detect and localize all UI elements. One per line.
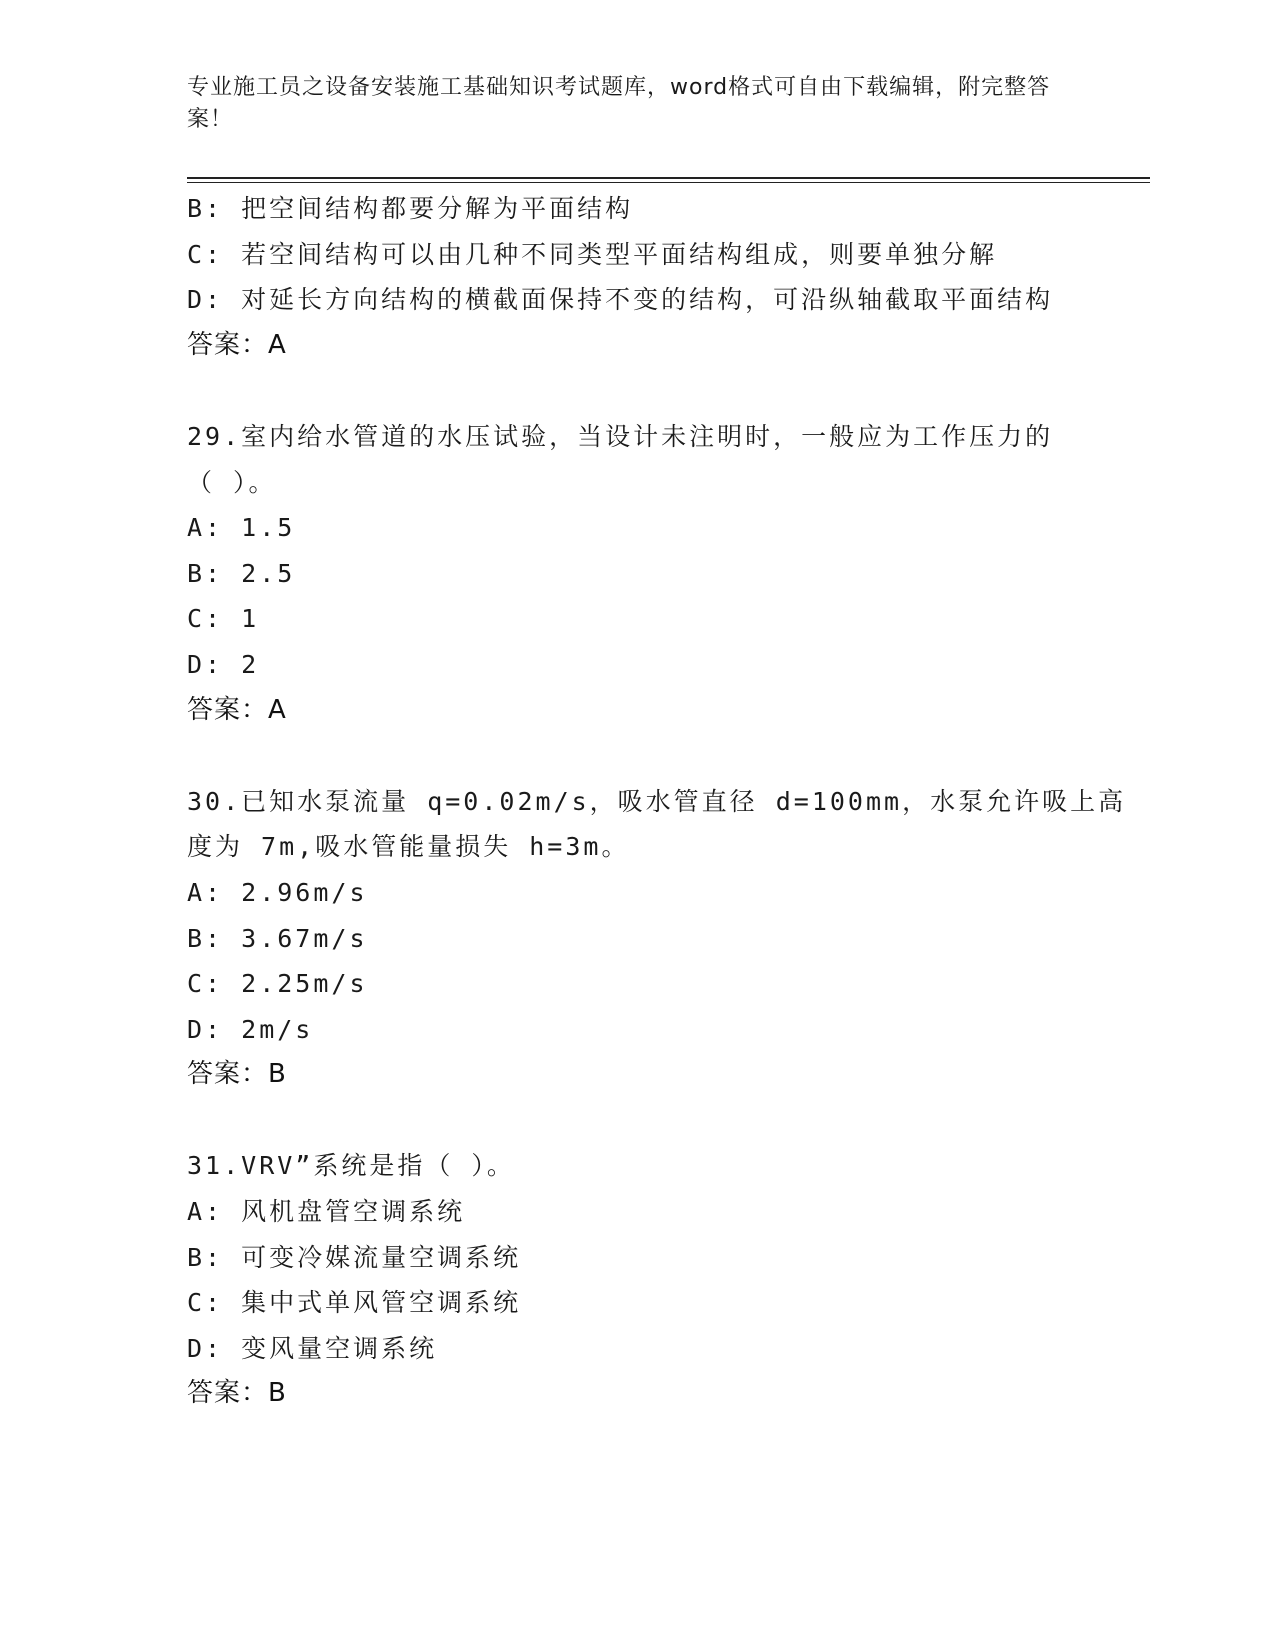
question-31 xyxy=(187,1143,1087,1417)
option-b: B: 把空间结构都要分解为平面结构 xyxy=(187,194,634,223)
answer-line: 答案：B xyxy=(187,1059,287,1090)
question-stem-cont: 度为 7m,吸水管能量损失 h=3m。 xyxy=(187,832,630,862)
header-rule-thin xyxy=(187,182,1150,183)
question-stem: 31.VRV”系统是指（ ）。 xyxy=(187,1151,515,1181)
option-c: C: 2.25m/s xyxy=(187,969,368,999)
question-29 xyxy=(187,414,1087,733)
option-d: D: 对延长方向结构的横截面保持不变的结构，可沿纵轴截取平面结构 xyxy=(187,285,1054,315)
question-28-tail xyxy=(187,186,1087,368)
spacer xyxy=(187,368,1087,414)
option-b: B: 3.67m/s xyxy=(187,923,368,953)
option-a: A: 2.96m/s xyxy=(187,877,368,907)
option-d: D: 2 xyxy=(187,649,260,679)
option-c: C: 若空间结构可以由几种不同类型平面结构组成，则要单独分解 xyxy=(187,239,998,269)
option-c: C: 1 xyxy=(187,604,260,634)
spacer xyxy=(187,733,1087,779)
question-list xyxy=(187,186,1127,1417)
option-d: D: 2m/s xyxy=(187,1014,314,1044)
option-c: C: 集中式单风管空调系统 xyxy=(187,1288,522,1318)
header-rule-thick xyxy=(187,177,1150,179)
question-stem: 30.已知水泵流量 q=0.02m/s，吸水管直径 d=100mm，水泵允许吸上高 xyxy=(187,786,1127,816)
option-d: D: 变风量空调系统 xyxy=(187,1333,438,1363)
page-header: 专业施工员之设备安装施工基础知识考试题库，word格式可自由下载编辑，附完整答案！ xyxy=(187,75,1051,132)
option-a: A: 风机盘管空调系统 xyxy=(187,1197,466,1227)
answer-line: 答案：B xyxy=(187,1378,287,1409)
question-30 xyxy=(187,779,1127,1098)
question-stem-cont: （ ）。 xyxy=(187,467,277,497)
answer-line: 答案：A xyxy=(187,329,287,360)
option-b: B: 2.5 xyxy=(187,558,296,588)
option-a: A: 1.5 xyxy=(187,513,296,543)
question-stem: 29.室内给水管道的水压试验，当设计未注明时，一般应为工作压力的 xyxy=(187,421,1054,451)
spacer xyxy=(187,1098,1087,1144)
option-b: B: 可变冷媒流量空调系统 xyxy=(187,1242,522,1272)
answer-line: 答案：A xyxy=(187,694,287,725)
